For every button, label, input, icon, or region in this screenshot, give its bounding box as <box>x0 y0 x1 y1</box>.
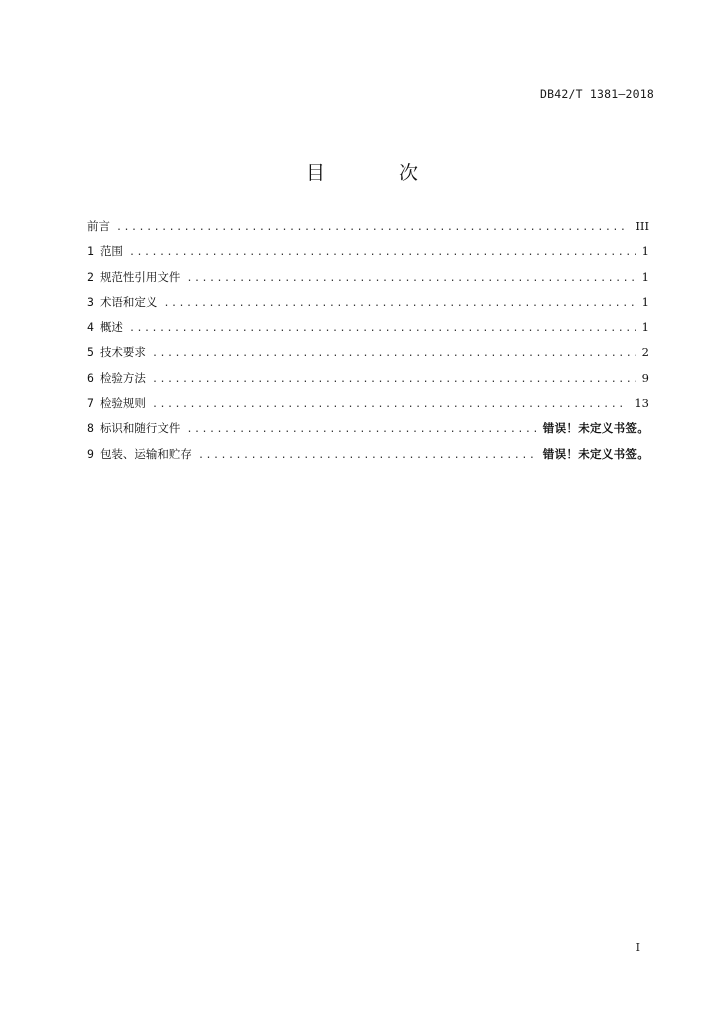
toc-dot-leader <box>152 367 636 391</box>
toc-entry-normative-references[interactable] <box>87 265 649 290</box>
toc-entry-page: 1 <box>641 294 649 309</box>
toc-entry-marking-documents[interactable] <box>87 416 649 441</box>
toc-entry-inspection-rules[interactable] <box>87 391 649 416</box>
toc-dot-leader <box>163 291 635 315</box>
toc-entry-number: 9 <box>87 446 94 461</box>
toc-dot-leader <box>129 240 636 264</box>
toc-dot-leader <box>198 443 537 467</box>
toc-entry-number: 5 <box>87 345 94 360</box>
toc-entry-page: 9 <box>641 370 649 385</box>
toc-entry-scope[interactable] <box>87 239 649 264</box>
toc-entry-label: 术语和定义 <box>99 294 158 309</box>
toc-entry-number: 7 <box>87 396 94 411</box>
toc-title: 目 次 <box>305 162 453 184</box>
toc-entry-number: 6 <box>87 370 94 385</box>
toc-entry-test-methods[interactable] <box>87 366 649 391</box>
toc-entry-number: 1 <box>87 244 94 259</box>
toc-dot-leader <box>152 392 628 416</box>
toc-entry-label: 前言 <box>87 219 110 233</box>
toc-entry-label: 技术要求 <box>99 345 146 360</box>
toc-entry-foreword[interactable] <box>87 214 649 239</box>
toc-dot-leader <box>186 417 536 441</box>
toc-entry-page: 1 <box>641 320 649 335</box>
toc-entry-page: 2 <box>641 345 649 360</box>
toc-entry-page-error: 错误！未定义书签。 <box>542 446 649 461</box>
toc-entry-page: 1 <box>641 269 649 284</box>
toc-list <box>87 214 649 467</box>
toc-entry-label: 概述 <box>99 320 123 335</box>
toc-entry-label: 检验规则 <box>99 396 146 411</box>
toc-entry-number: 2 <box>87 269 94 284</box>
toc-entry-page-error: 错误！未定义书签。 <box>542 421 649 436</box>
toc-entry-label: 范围 <box>99 244 123 259</box>
toc-dot-leader <box>152 341 636 365</box>
toc-entry-overview[interactable] <box>87 315 649 340</box>
toc-entry-label: 标识和随行文件 <box>99 421 181 436</box>
toc-entry-page: 13 <box>634 396 649 411</box>
toc-entry-page: III <box>635 219 649 233</box>
toc-entry-label: 规范性引用文件 <box>99 269 181 284</box>
toc-entry-page: 1 <box>641 244 649 259</box>
toc-entry-label: 包装、运输和贮存 <box>99 446 192 461</box>
toc-dot-leader <box>186 266 635 290</box>
toc-entry-label: 检验方法 <box>99 370 146 385</box>
toc-entry-number: 4 <box>87 320 94 335</box>
page-number: I <box>635 941 640 954</box>
toc-entry-packaging-transport-storage[interactable] <box>87 442 649 467</box>
toc-dot-leader <box>129 316 636 340</box>
standard-number: DB42/T 1381—2018 <box>540 87 654 101</box>
toc-entry-technical-requirements[interactable] <box>87 340 649 365</box>
toc-entry-number: 3 <box>87 294 94 309</box>
toc-entry-terms-definitions[interactable] <box>87 290 649 315</box>
toc-dot-leader <box>116 215 629 239</box>
toc-entry-number: 8 <box>87 421 94 436</box>
